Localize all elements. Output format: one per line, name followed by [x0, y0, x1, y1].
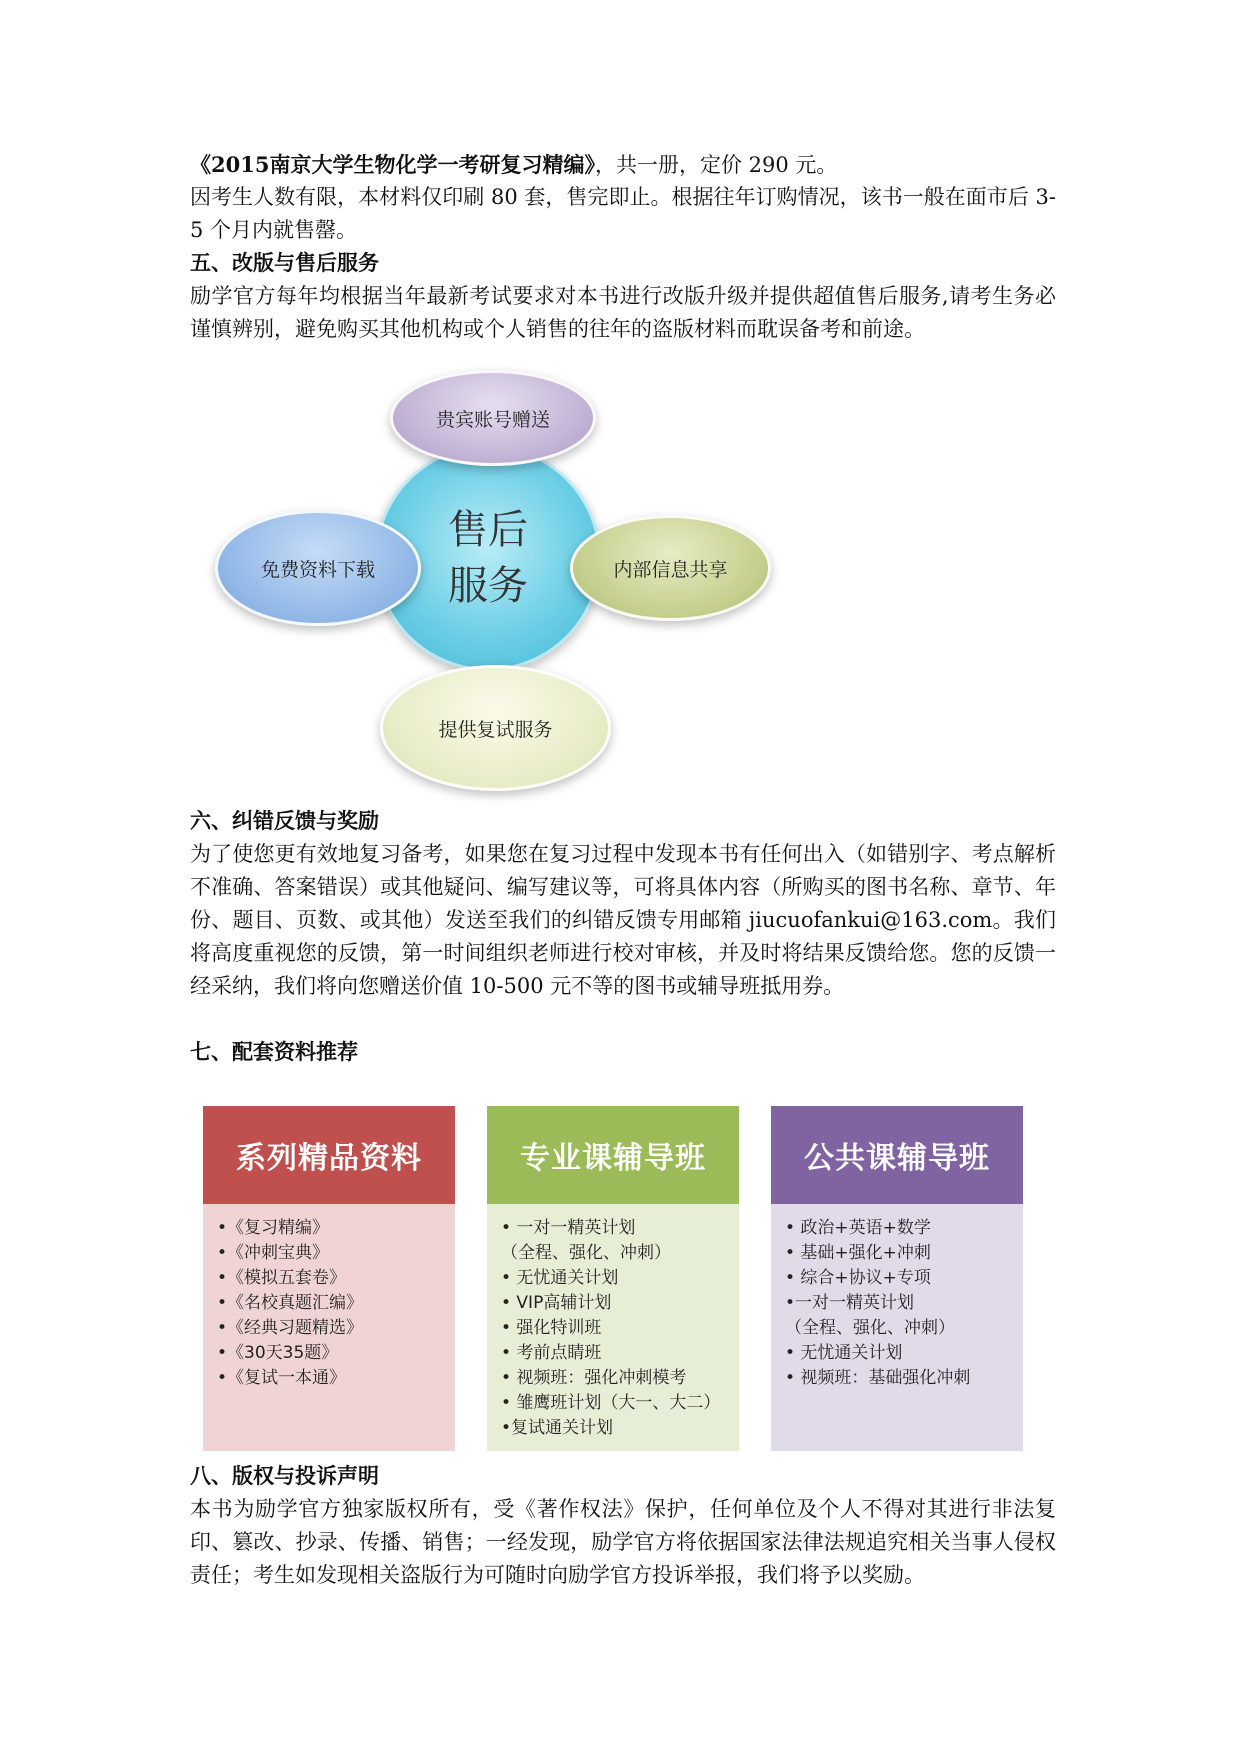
- list-item: （全程、强化、冲刺）: [501, 1243, 671, 1263]
- box-title: 专业课辅导班: [487, 1106, 739, 1204]
- section7-heading: 七、配套资料推荐: [190, 1040, 358, 1064]
- after-sales-diagram: [195, 370, 795, 790]
- diagram-bottom-node: 提供复试服务: [380, 665, 611, 791]
- section8-heading: 八、版权与投诉声明: [190, 1464, 379, 1488]
- list-item: •《冲刺宝典》: [217, 1243, 330, 1263]
- list-item: •一对一精英计划: [785, 1293, 915, 1313]
- list-item: • 无忧通关计划: [785, 1343, 903, 1363]
- list-item: • 视频班：基础强化冲刺: [785, 1368, 971, 1388]
- list-item: • 雏鹰班计划（大一、大二）: [501, 1393, 721, 1413]
- list-item: •《模拟五套卷》: [217, 1268, 347, 1288]
- diagram-left-node: 免费资料下载: [215, 510, 421, 626]
- section5-heading: 五、改版与售后服务: [190, 251, 379, 275]
- list-item: •《30天35题》: [217, 1343, 339, 1363]
- box-series-materials: [203, 1106, 455, 1451]
- list-item: •复试通关计划: [501, 1418, 614, 1438]
- diagram-top-node: 贵宾账号赠送: [390, 370, 596, 466]
- list-item: •《复习精编》: [217, 1218, 330, 1238]
- list-item: • 基础+强化+冲刺: [785, 1243, 931, 1263]
- list-item: •《复试一本通》: [217, 1368, 347, 1388]
- list-item: •《经典习题精选》: [217, 1318, 364, 1338]
- box-list: [487, 1204, 739, 1451]
- box-list: [771, 1204, 1023, 1451]
- list-item: • VIP高辅计划: [501, 1293, 612, 1313]
- list-item: • 无忧通关计划: [501, 1268, 619, 1288]
- list-item: • 综合+协议+专项: [785, 1268, 931, 1288]
- section8-body: 本书为励学官方独家版权所有，受《著作权法》保护，任何单位及个人不得对其进行非法复印、篡改、抄录、传播、销售；一经发现，励学官方将依据国家法律法规追究相关当事人侵权责任；考生如发现相关盗版行为可随时向励学官方投诉举报，我们将予以奖励。: [190, 1497, 1056, 1587]
- box-title: 公共课辅导班: [771, 1106, 1023, 1204]
- list-item: • 强化特训班: [501, 1318, 602, 1338]
- list-item: •《名校真题汇编》: [217, 1293, 364, 1313]
- list-item: • 一对一精英计划: [501, 1218, 636, 1238]
- list-item: • 考前点睛班: [501, 1343, 602, 1363]
- list-item: （全程、强化、冲刺）: [785, 1318, 955, 1338]
- book-price: ，共一册，定价 290 元。: [594, 153, 838, 177]
- diagram-center-line1: 售后: [448, 507, 528, 553]
- box-list: [203, 1204, 455, 1451]
- section6-heading: 六、纠错反馈与奖励: [190, 809, 379, 833]
- diagram-center-line2: 服务: [448, 563, 528, 609]
- book-title: 《2015南京大学生物化学一考研复习精编》: [190, 152, 595, 177]
- box-title: 系列精品资料: [203, 1106, 455, 1204]
- box-public-course: [771, 1106, 1023, 1451]
- box-major-course: [487, 1106, 739, 1451]
- print-notice: 因考生人数有限，本材料仅印刷 80 套，售完即止。根据往年订购情况，该书一般在面市后 3-5 个月内就售罄。: [190, 185, 1056, 242]
- list-item: • 视频班：强化冲刺模考: [501, 1368, 687, 1388]
- section6-body: 为了使您更有效地复习备考，如果您在复习过程中发现本书有任何出入（如错别字、考点解析不准确、答案错误）或其他疑问、编写建议等，可将具体内容（所购买的图书名称、章节、年份、题目、页数、或其他）发送至我们的纠错反馈专用邮箱 jiucuofankui@163.com。我们将高度重视您的反馈，第一时间组织老师进行校对审核，并及时将结果反馈给您。您的反馈一经采纳，我们将向您赠送价值 10-500 元不等的图书或辅导班抵用券。: [190, 842, 1056, 998]
- book-title-line: [190, 148, 1056, 182]
- diagram-right-node: 内部信息共享: [570, 515, 771, 621]
- list-item: • 政治+英语+数学: [785, 1218, 931, 1238]
- section5-body: 励学官方每年均根据当年最新考试要求对本书进行改版升级并提供超值售后服务,请考生务必谨慎辨别，避免购买其他机构或个人销售的往年的盗版材料而耽误备考和前途。: [190, 284, 1056, 341]
- recommendation-boxes: [203, 1106, 1023, 1451]
